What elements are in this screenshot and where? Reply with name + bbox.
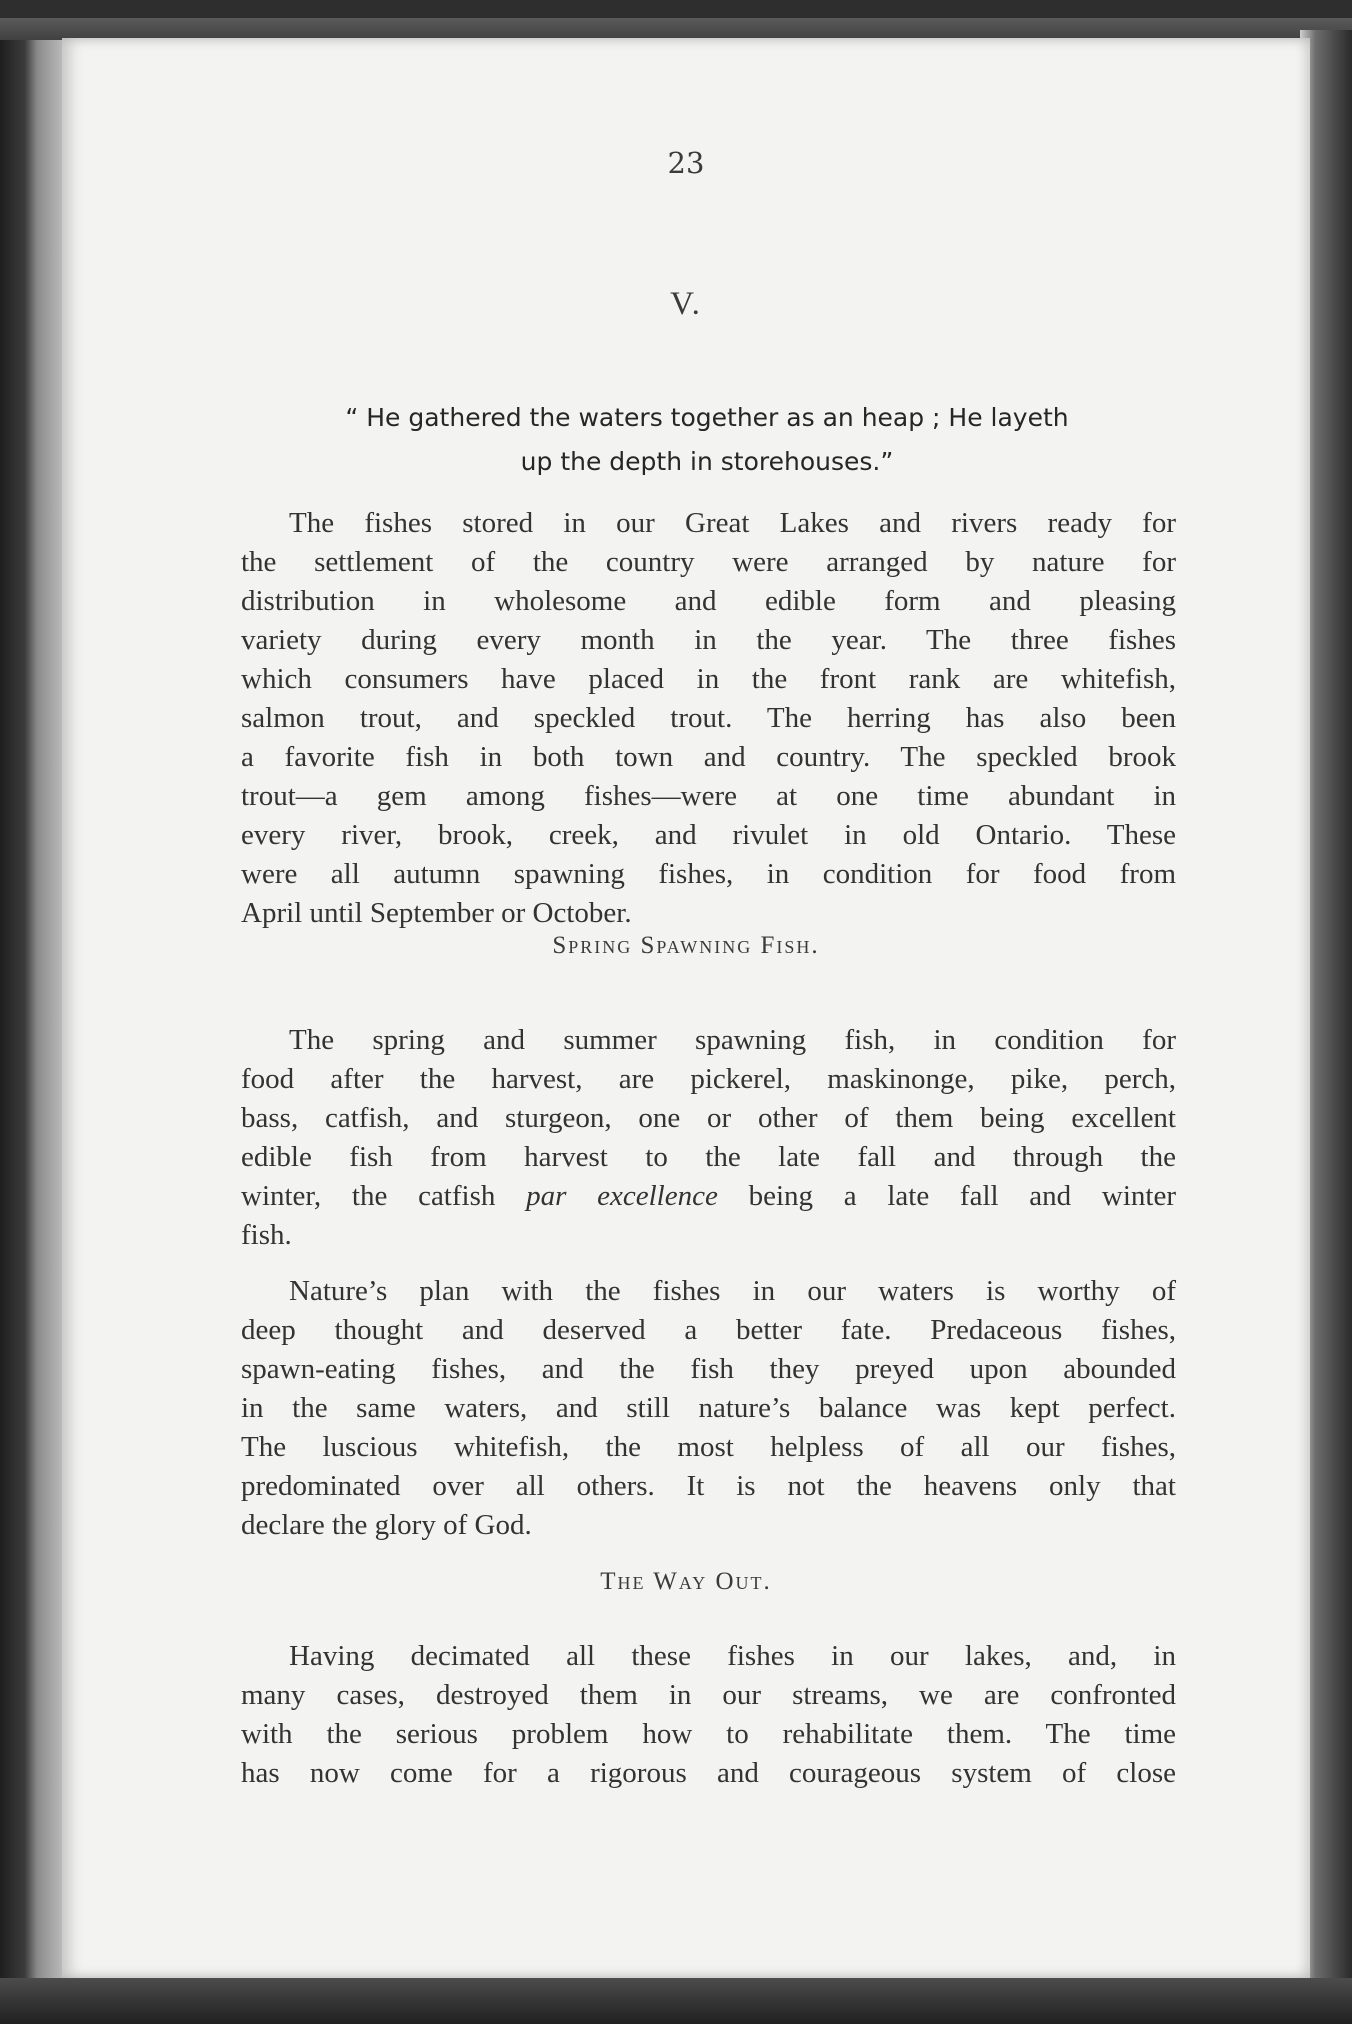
text-line: were all autumn spawning fishes, in condition for food from [241,858,1176,890]
text-line: spawn-eating fishes, and the fish they preyed upon abounded [241,1353,1176,1385]
text-line: distribution in wholesome and edible form and pleasing [241,585,1176,617]
text-line: The fishes stored in our Great Lakes and rivers ready for [289,507,1176,539]
left-cover-edge [0,40,62,2024]
text-line: The spring and summer spawning fish, in condition for [289,1024,1176,1056]
text-line: with the serious problem how to rehabilitate them. The time [241,1718,1176,1750]
text-line: April until September or October. [241,897,632,929]
chapter-number: V. [670,286,702,322]
text-line: fish. [241,1219,292,1251]
text-line: winter, the catfish par excellence being a late fall and winter [241,1180,1176,1212]
text-line: declare the glory of God. [241,1509,532,1541]
paragraph-1 [241,504,1176,933]
bottom-binding-edge [0,1978,1352,2024]
text-line: predominated over all others. It is not the heavens only that [241,1470,1176,1502]
text-line: variety during every month in the year. The three fishes [241,624,1176,656]
text-line: which consumers have placed in the front rank are whitefish, [241,663,1176,695]
text-line: food after the harvest, are pickerel, maskinonge, pike, perch, [241,1063,1176,1095]
text-line: Having decimated all these fishes in our lakes, and, in [289,1640,1176,1672]
text-line: edible fish from harvest to the late fall and through the [241,1141,1176,1173]
text-line: every river, brook, creek, and rivulet in old Ontario. These [241,819,1176,851]
text-line: deep thought and deserved a better fate. Predaceous fishes, [241,1314,1176,1346]
text-line: bass, catfish, and sturgeon, one or other of them being excellent [241,1102,1176,1134]
text-line: trout—a gem among fishes—were at one time abundant in [241,780,1176,812]
page-number: 23 [667,146,705,180]
paragraph-4 [241,1637,1176,1793]
section-heading-way-out: The Way Out. [600,1568,772,1595]
epigraph-line: up the depth in storehouses.” [520,447,894,476]
text-line: has now come for a rigorous and courageous system of close [241,1757,1176,1789]
section-heading-spring-spawning: Spring Spawning Fish. [552,932,820,959]
text-line: many cases, destroyed them in our streams, we are confronted [241,1679,1176,1711]
paragraph-2 [241,1021,1176,1255]
text-line: Nature’s plan with the fishes in our waters is worthy of [289,1275,1176,1307]
text-line: salmon trout, and speckled trout. The herring has also been [241,702,1176,734]
text-line: the settlement of the country were arranged by nature for [241,546,1176,578]
paragraph-3 [241,1272,1176,1545]
italic-phrase: par excellence [526,1180,718,1212]
epigraph-line: “ He gathered the waters together as an heap ; He layeth [345,403,1069,432]
text-line: in the same waters, and still nature’s balance was kept perfect. [241,1392,1176,1424]
text-line: The luscious whitefish, the most helpless of all our fishes, [241,1431,1176,1463]
book-page [62,38,1310,1978]
epigraph [292,396,1122,484]
text-line: a favorite fish in both town and country. The speckled brook [241,741,1176,773]
